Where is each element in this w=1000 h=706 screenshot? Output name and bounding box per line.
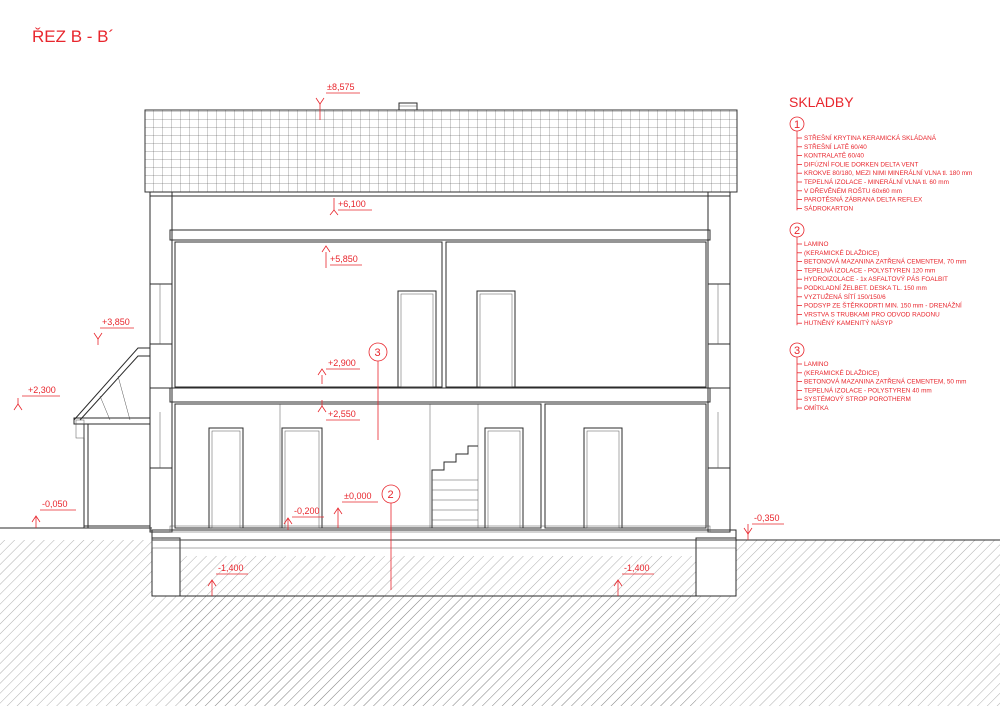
legend-item: LAMINO xyxy=(804,361,829,368)
level-ceiling-2f: +5,850 xyxy=(330,254,358,264)
legend-item: VRSTVA S TRUBKAMI PRO ODVOD RADONU xyxy=(804,311,940,319)
legend-item: DIFÚZNÍ FOLIE DORKEN DELTA VENT xyxy=(804,161,919,169)
legend-group-2 xyxy=(790,223,966,327)
level-floor-2f: +2,900 xyxy=(328,358,356,368)
legend-item: PAROTĚSNÁ ZÁBRANA DELTA REFLEX xyxy=(804,196,923,204)
roof xyxy=(145,103,737,192)
legend-item: TEPELNÁ IZOLACE - POLYSTYREN 120 mm xyxy=(804,267,936,275)
legend-item: (KERAMICKÉ DLAŽDICE) xyxy=(804,249,880,257)
legend-item: KROKVE 80/180, MEZI NIMI MINERÁLNÍ VLNA tl. 180 mm xyxy=(804,170,973,178)
level-attic: +6,100 xyxy=(338,199,366,209)
legend-item: SYSTÉMOVÝ STROP POROTHERM xyxy=(804,396,911,404)
legend-group-3 xyxy=(790,343,966,412)
legend-item: HUTNĚNÝ KAMENITÝ NÁSYP xyxy=(804,320,893,328)
ground-floor xyxy=(170,404,710,532)
level-terrain-right: -0,350 xyxy=(754,513,780,523)
exterior-walls xyxy=(150,192,730,532)
legend-number: 1 xyxy=(794,119,801,131)
legend-item: PODSYP ZE ŠTĚRKODRTI MIN. 150 mm - DRENÁŽNÍ xyxy=(804,302,962,310)
level-ceiling-1f: +2,550 xyxy=(328,409,356,419)
legend-item: VYZTUŽENÁ SÍTÍ 150/150/6 xyxy=(804,293,886,301)
legend-heading: SKLADBY xyxy=(789,94,854,110)
legend-item: TEPELNÁ IZOLACE - MINERÁLNÍ VLNA tl. 60 mm xyxy=(804,179,949,186)
ground xyxy=(0,528,1000,706)
carport xyxy=(74,348,150,528)
drawing-title: ŘEZ B - B´ xyxy=(32,27,115,46)
legend-item: PODKLADNÍ ŽELBET. DESKA TL. 150 mm xyxy=(804,285,927,292)
legend-item: LAMINO xyxy=(804,241,829,248)
level-foundation-right: -1,400 xyxy=(624,563,650,573)
callout-3: 3 xyxy=(374,347,381,359)
level-eave: +3,850 xyxy=(102,317,130,327)
level-floor-zero: ±0,000 xyxy=(344,491,372,501)
legend xyxy=(789,94,972,412)
legend-number: 3 xyxy=(794,345,801,357)
level-terrain-left: -0,050 xyxy=(42,499,68,509)
legend-number: 2 xyxy=(794,225,801,237)
upper-floor xyxy=(170,242,710,402)
legend-item: TEPELNÁ IZOLACE - POLYSTYREN 40 mm xyxy=(804,387,932,395)
section-callouts xyxy=(369,343,400,590)
legend-item: (KERAMICKÉ DLAŽDICE) xyxy=(804,369,880,377)
legend-item: OMÍTKA xyxy=(804,405,829,412)
legend-item: KONTRALATĚ 60/40 xyxy=(804,152,864,160)
level-ridge: ±8,575 xyxy=(327,82,355,92)
legend-item: HYDROIZOLACE - 1x ASFALTOVÝ PÁS FOALBIT xyxy=(804,276,948,284)
legend-item: STŘEŠNÍ LATĚ 60/40 xyxy=(804,143,867,151)
legend-item: BETONOVÁ MAZANINA ZATŘENÁ CEMENTEM, 70 mm xyxy=(804,258,967,266)
level-floor-low: -0,200 xyxy=(294,506,320,516)
legend-group-1 xyxy=(790,117,972,212)
level-foundation-left: -1,400 xyxy=(218,563,244,573)
legend-item: V DŘEVĚNÉM ROŠTU 60x60 mm xyxy=(804,187,903,195)
callout-2: 2 xyxy=(387,489,394,501)
legend-item: STŘEŠNÍ KRYTINA KERAMICKÁ SKLÁDANÁ xyxy=(804,135,936,142)
attic xyxy=(150,192,730,240)
level-carport: +2,300 xyxy=(28,385,56,395)
legend-item: BETONOVÁ MAZANINA ZATŘENÁ CEMENTEM, 50 mm xyxy=(804,378,967,386)
legend-item: SÁDROKARTON xyxy=(804,205,854,213)
